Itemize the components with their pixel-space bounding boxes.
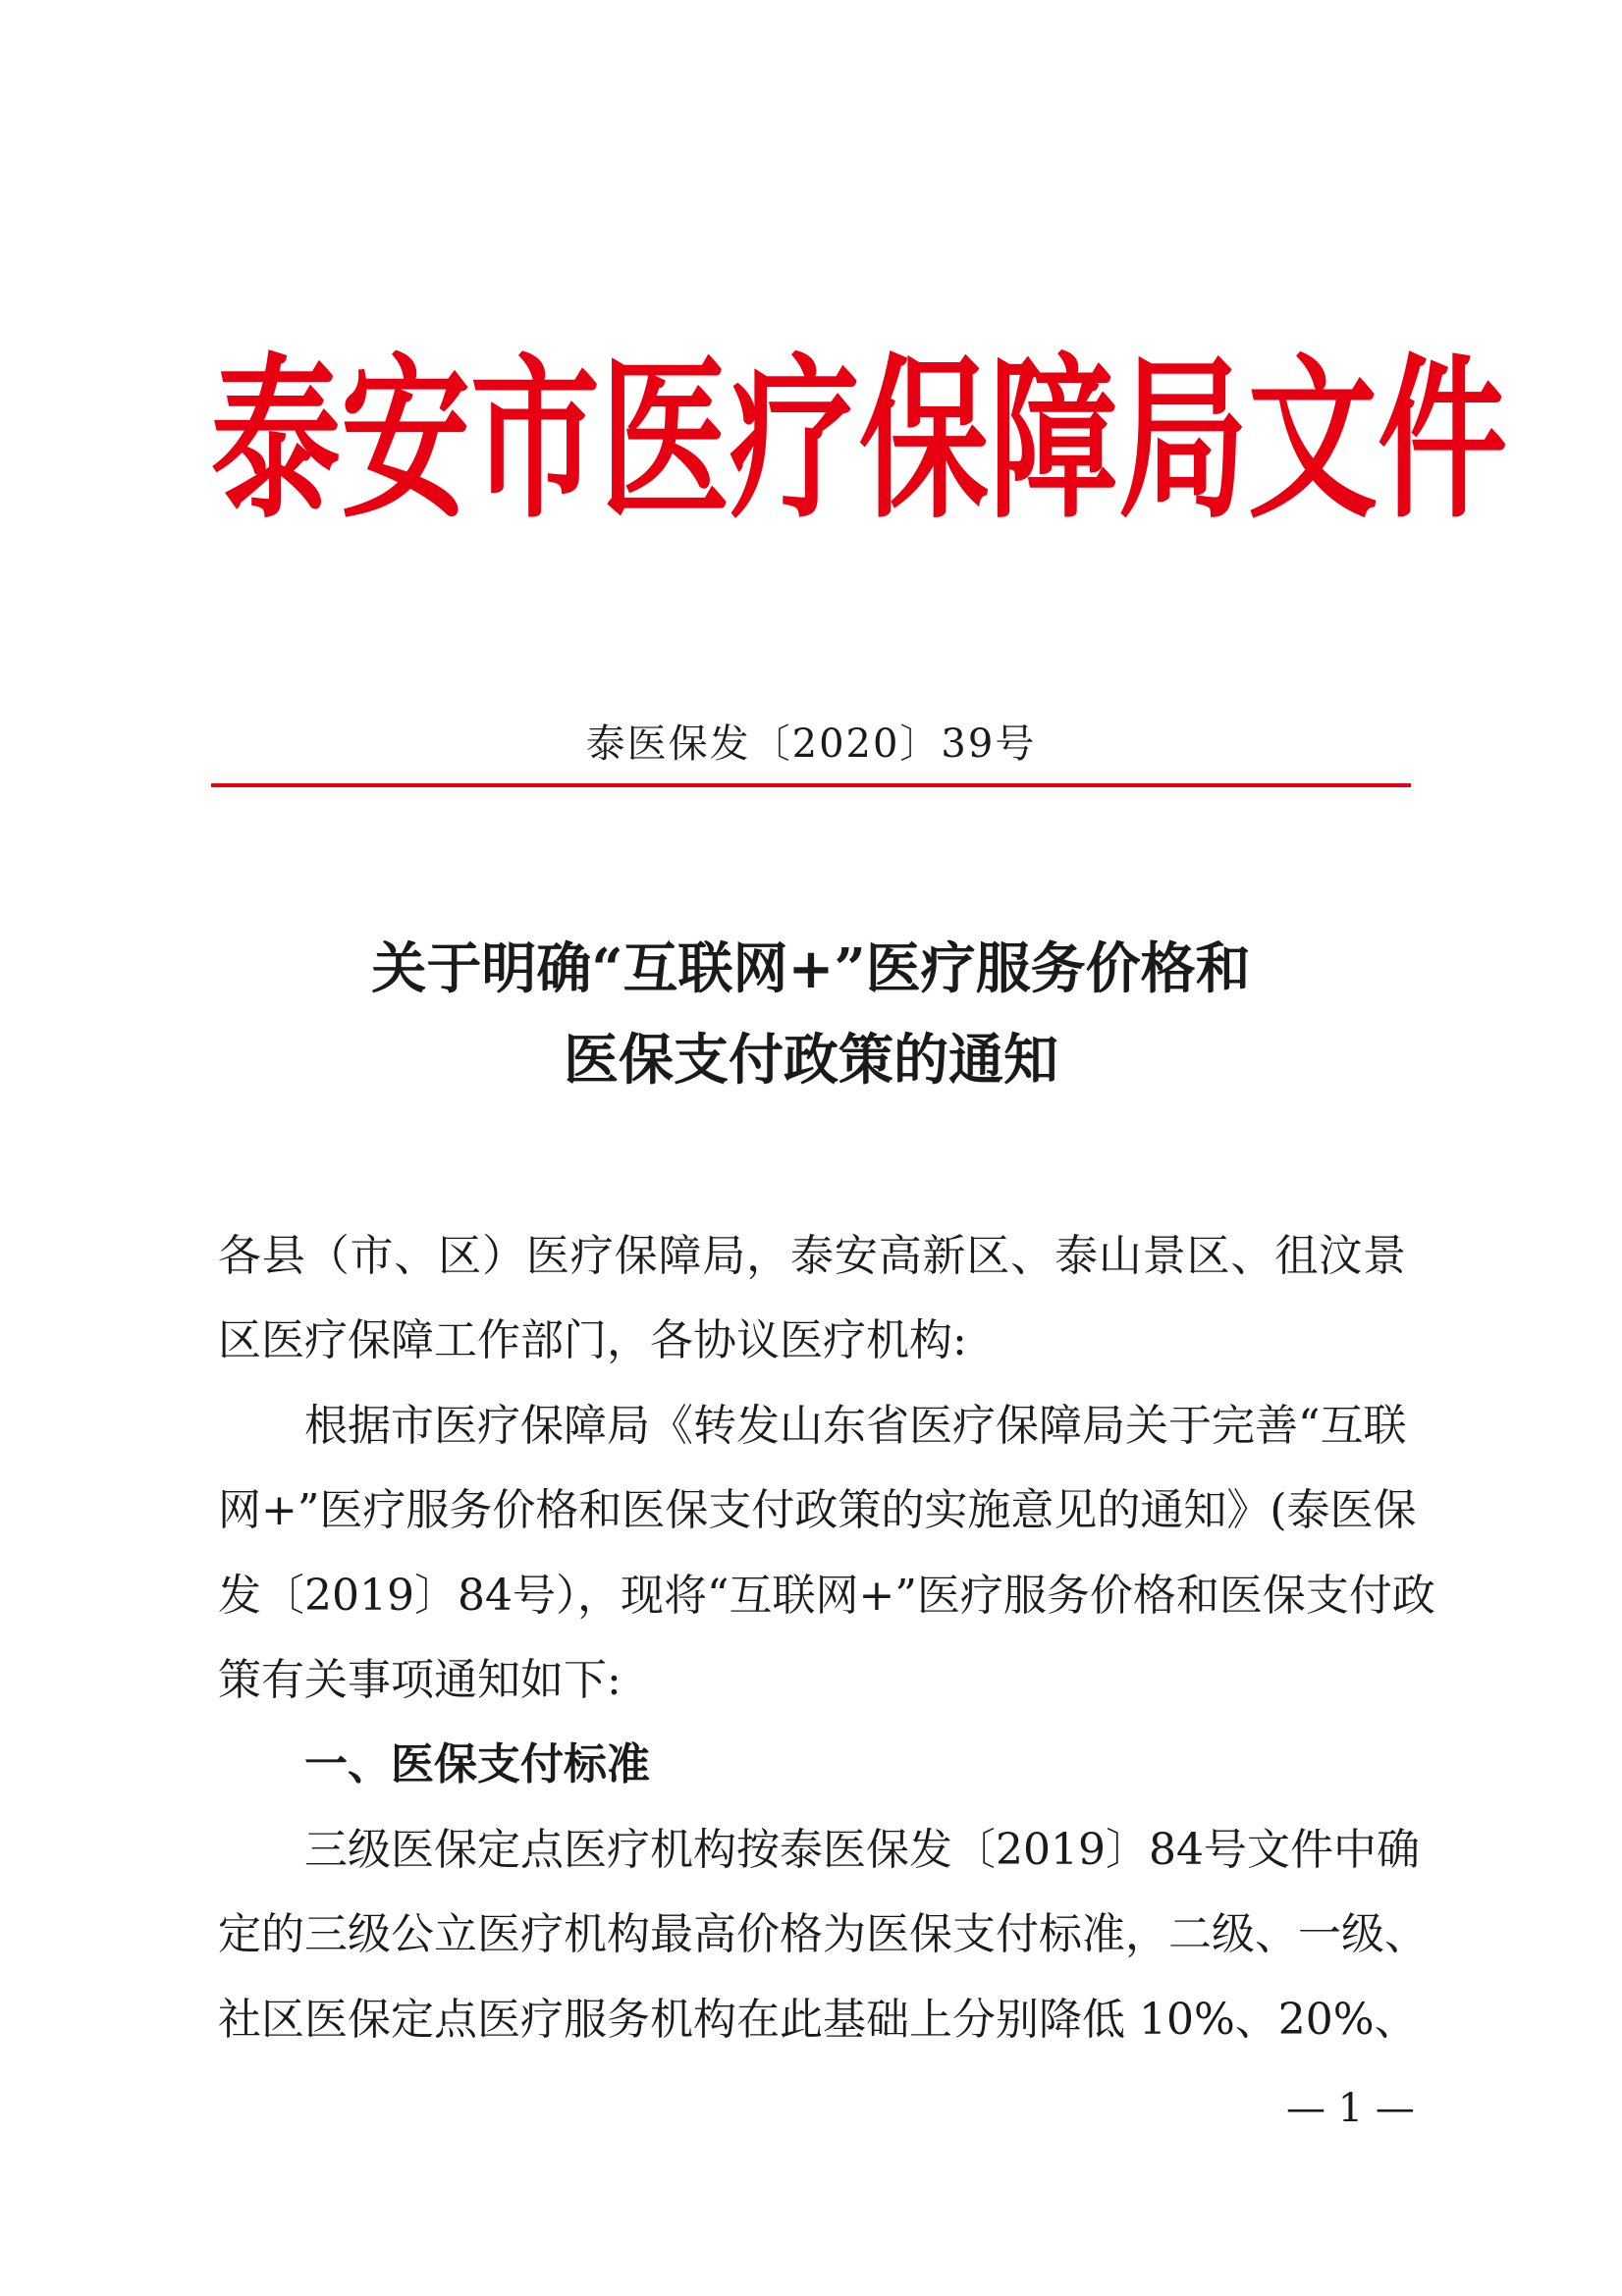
document-title-line-2: 医保支付政策的通知 [564, 1028, 1058, 1093]
addressee-line-2: 区医疗保障工作部门，各协议医疗机构: [218, 1315, 967, 1365]
section1-line-2: 定的三级公立医疗机构最高价格为医保支付标准，二级、一级、 [218, 1909, 1428, 1959]
document-title-line-1: 关于明确“互联网+”医疗服务价格和 [371, 936, 1251, 1001]
section1-line-1: 三级医保定点医疗机构按泰医保发〔2019〕84号文件中确 [304, 1825, 1420, 1875]
intro-line-3: 发〔2019〕84号），现将“互联网+”医疗服务价格和医保支付政 [218, 1571, 1435, 1621]
section1-line-3: 社区医保定点医疗服务机构在此基础上分别降低 10%、20%、 [218, 1995, 1418, 2045]
intro-line-4: 策有关事项通知如下: [218, 1655, 622, 1705]
page-number: — 1 — [1286, 2086, 1415, 2131]
intro-line-2: 网+”医疗服务价格和医保支付政策的实施意见的通知》(泰医保 [218, 1485, 1417, 1535]
intro-line-1: 根据市医疗保障局《转发山东省医疗保障局关于完善“互联 [304, 1401, 1407, 1451]
red-divider-line [211, 783, 1411, 787]
document-number: 泰医保发〔2020〕39号 [585, 721, 1037, 767]
addressee-line-1: 各县（市、区）医疗保障局，泰安高新区、泰山景区、徂汶景 [218, 1231, 1406, 1281]
section-heading-1: 一、医保支付标准 [304, 1739, 650, 1789]
masthead-title: 泰安市医疗保障局文件 [211, 337, 1507, 544]
